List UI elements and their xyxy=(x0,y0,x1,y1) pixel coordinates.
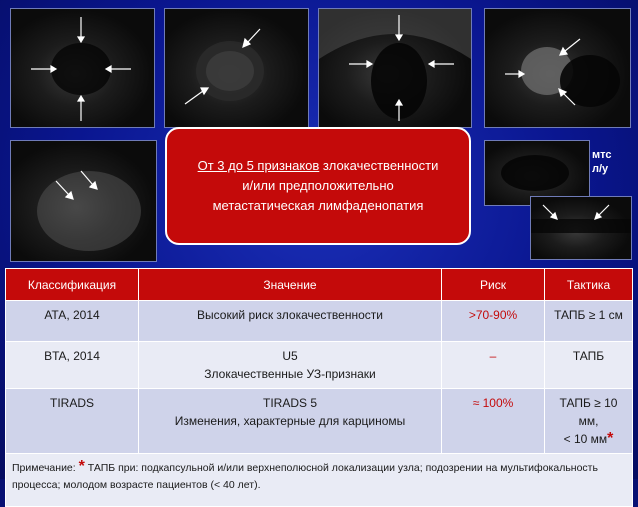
cell-meaning-line1: U5 xyxy=(282,349,298,363)
table-row xyxy=(6,301,633,342)
tactic-small-text: < 10 мм xyxy=(563,432,608,446)
cell-risk: >70-90% xyxy=(442,301,545,342)
arrows-overlay xyxy=(11,9,154,127)
ultrasound-image-1 xyxy=(10,8,155,128)
cell-meaning: Высокий риск злокачественности xyxy=(139,301,442,342)
table-header-row xyxy=(6,269,633,301)
cell-meaning xyxy=(139,342,442,389)
cell-risk: – xyxy=(442,342,545,389)
arrows-overlay xyxy=(485,9,630,127)
panel-line1-rest: злокачественности xyxy=(319,158,439,173)
malignancy-signs-panel xyxy=(165,127,471,245)
cell-tactic: ТАПБ ≥ 1 см xyxy=(545,301,633,342)
table-row xyxy=(6,342,633,389)
cell-tactic-line1: ТАПБ ≥ 10 мм, xyxy=(559,396,618,428)
arrows-overlay xyxy=(319,9,471,127)
ultrasound-image-4 xyxy=(484,8,631,128)
note-cell xyxy=(6,454,633,507)
panel-text xyxy=(198,156,439,216)
note-row xyxy=(6,454,633,507)
classification-table xyxy=(5,268,633,507)
ultrasound-image-2 xyxy=(164,8,309,128)
arrows-overlay xyxy=(531,197,631,259)
cell-meaning-line2: Злокачественные УЗ-признаки xyxy=(204,367,376,381)
cell-meaning-line2: Изменения, характерные для карциномы xyxy=(174,414,406,428)
asterisk-mark: * xyxy=(607,430,614,447)
side-label-line1: мтс xyxy=(592,149,612,161)
ultrasound-image-5 xyxy=(10,140,157,262)
arrows-overlay xyxy=(11,141,156,261)
ultrasound-image-7 xyxy=(530,196,632,260)
cell-tactic: ТАПБ xyxy=(545,342,633,389)
metastatic-lymph-node-label xyxy=(592,148,612,176)
cell-classification: BTA, 2014 xyxy=(6,342,139,389)
header-meaning: Значение xyxy=(139,269,442,301)
panel-line1-underlined: От 3 до 5 признаков xyxy=(197,158,320,173)
note-prefix: Примечание: xyxy=(12,462,76,474)
header-tactic: Тактика xyxy=(545,269,633,301)
panel-line2: и/или предположительно xyxy=(242,178,394,193)
header-risk: Риск xyxy=(442,269,545,301)
cell-meaning xyxy=(139,389,442,454)
table-row xyxy=(6,389,633,454)
note-asterisk: * xyxy=(78,458,85,475)
cell-tactic xyxy=(545,389,633,454)
cell-meaning-line1: TIRADS 5 xyxy=(262,396,317,410)
arrows-overlay xyxy=(165,9,308,127)
side-label-line2: л/у xyxy=(592,163,609,175)
panel-line3: метастатическая лимфаденопатия xyxy=(212,198,424,213)
cell-risk: ≈ 100% xyxy=(442,389,545,454)
cell-classification: АТА, 2014 xyxy=(6,301,139,342)
cell-classification: TIRADS xyxy=(6,389,139,454)
note-text: ТАПБ при: подкапсульной и/или верхнеполюсной локализации узла; подозрении на мультифокальность процесса; молодом возрасте пациентов (< 40 лет). xyxy=(12,462,598,491)
ultrasound-image-3 xyxy=(318,8,472,128)
header-classification: Классификация xyxy=(6,269,139,301)
cell-tactic-line2 xyxy=(551,430,626,448)
